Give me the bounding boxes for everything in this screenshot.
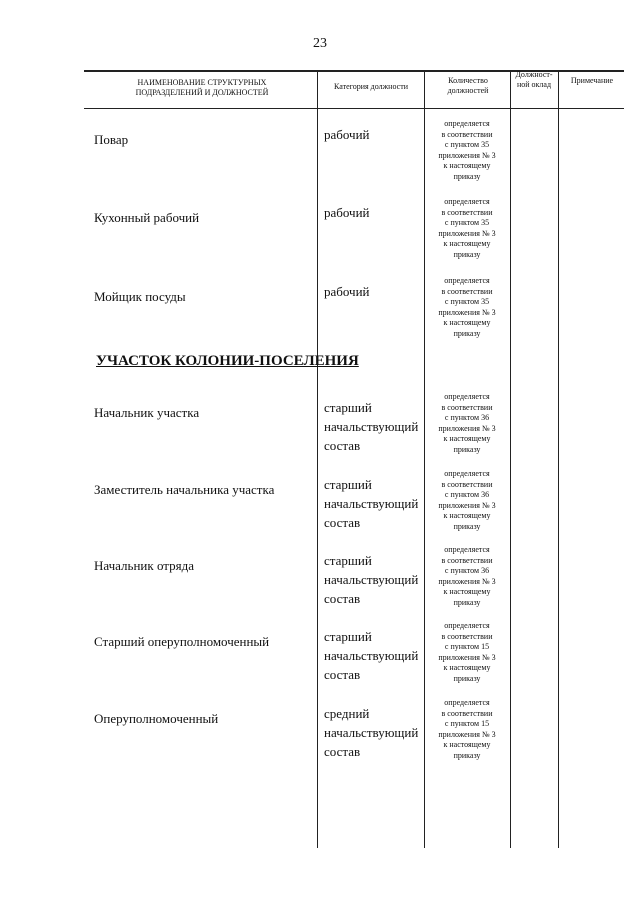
row-quantity-line: в соответствии — [441, 708, 493, 718]
row-category-line: начальствующий — [324, 496, 419, 511]
row-quantity — [424, 545, 510, 608]
row-quantity-line: определяется — [444, 469, 490, 478]
row-quantity — [424, 621, 510, 684]
row-quantity-line: к настоящему — [443, 587, 491, 596]
row-quantity-line: приказу — [453, 171, 481, 181]
row-quantity-line: приказу — [453, 328, 481, 338]
row-category-line: начальствующий — [324, 648, 419, 663]
row-quantity-line: в соответствии — [441, 286, 493, 296]
section-title: УЧАСТОК КОЛОНИИ-ПОСЕЛЕНИЯ — [96, 353, 359, 369]
row-category — [324, 627, 418, 684]
row-quantity-line: приложения № 3 — [438, 228, 496, 238]
row-quantity-line: определяется — [444, 119, 490, 128]
row-category — [324, 551, 418, 608]
row-name: Повар — [94, 132, 129, 147]
row-category-line: состав — [324, 667, 361, 682]
row-category-line: состав — [324, 591, 361, 606]
row-category — [324, 704, 418, 761]
row-quantity — [424, 276, 510, 339]
row-quantity-line: в соответствии — [441, 207, 493, 217]
row-category-line: состав — [324, 438, 361, 453]
row-quantity — [424, 119, 510, 182]
row-category-line: начальствующий — [324, 725, 419, 740]
row-quantity-line: в соответствии — [441, 129, 493, 139]
header-note: Примечание — [570, 76, 614, 85]
header-quantity: Количество должностей — [447, 76, 489, 95]
row-quantity-line: с пунктом 35 — [444, 218, 490, 227]
row-quantity-line: приложения № 3 — [438, 150, 496, 160]
row-category — [324, 398, 418, 455]
row-name: Старший оперуполномоченный — [94, 634, 270, 649]
row-quantity-line: с пунктом 36 — [444, 413, 490, 422]
row-quantity-line: к настоящему — [443, 663, 491, 672]
row-category — [324, 125, 370, 144]
row-quantity-line: к настоящему — [443, 161, 491, 170]
row-name: Мойщик посуды — [94, 289, 186, 304]
row-quantity-line: приказу — [453, 444, 481, 454]
row-quantity-line: определяется — [444, 698, 490, 707]
row-quantity-line: в соответствии — [441, 402, 493, 412]
row-quantity-line: определяется — [444, 545, 490, 554]
row-name: Заместитель начальника участка — [94, 482, 275, 497]
row-category-line: рабочий — [324, 284, 370, 299]
row-quantity-line: определяется — [444, 392, 490, 401]
row-category-line: состав — [324, 744, 361, 759]
row-quantity-line: к настоящему — [443, 318, 491, 327]
row-name: Начальник отряда — [94, 558, 194, 573]
row-quantity-line: приложения № 3 — [438, 307, 496, 317]
header-salary: Должност-ной оклад — [515, 70, 553, 89]
row-quantity-line: приказу — [453, 521, 481, 531]
row-quantity — [424, 392, 510, 455]
row-name: Начальник участка — [94, 405, 200, 420]
header-category: Категория должности — [334, 82, 408, 91]
row-quantity — [424, 469, 510, 532]
row-quantity-line: приказу — [453, 673, 481, 683]
row-quantity-line: к настоящему — [443, 239, 491, 248]
row-quantity-line: приказу — [453, 750, 481, 760]
row-quantity-line: с пунктом 15 — [444, 719, 490, 728]
row-category-line: начальствующий — [324, 572, 419, 587]
row-quantity-line: к настоящему — [443, 511, 491, 520]
row-quantity-line: приложения № 3 — [438, 500, 496, 510]
row-category-line: начальствующий — [324, 419, 419, 434]
row-name: Оперуполномоченный — [94, 711, 219, 726]
row-category-line: рабочий — [324, 127, 370, 142]
row-category — [324, 475, 418, 532]
header-bottom-border — [84, 108, 624, 109]
column-divider — [558, 70, 559, 848]
row-quantity-line: приказу — [453, 597, 481, 607]
row-quantity-line: в соответствии — [441, 555, 493, 565]
row-name: Кухонный рабочий — [94, 210, 200, 225]
header-name: НАИМЕНОВАНИЕ СТРУКТУРНЫХ ПОДРАЗДЕЛЕНИЙ И ДОЛЖНОСТЕЙ — [135, 78, 269, 97]
row-category-line: средний — [324, 706, 370, 721]
row-category — [324, 282, 370, 301]
row-quantity-line: определяется — [444, 621, 490, 630]
row-quantity-line: с пунктом 35 — [444, 297, 490, 306]
row-quantity-line: приказу — [453, 249, 481, 259]
row-category-line: старший — [324, 400, 372, 415]
row-quantity — [424, 197, 510, 260]
row-category-line: старший — [324, 629, 372, 644]
row-category-line: рабочий — [324, 205, 370, 220]
row-quantity-line: с пунктом 36 — [444, 490, 490, 499]
row-quantity-line: приложения № 3 — [438, 576, 496, 586]
row-quantity — [424, 698, 510, 761]
row-quantity-line: приложения № 3 — [438, 652, 496, 662]
column-divider — [510, 70, 511, 848]
row-category-line: старший — [324, 553, 372, 568]
row-quantity-line: к настоящему — [443, 434, 491, 443]
column-divider — [317, 70, 318, 848]
row-quantity-line: с пунктом 36 — [444, 566, 490, 575]
staff-table — [84, 68, 624, 848]
row-category-line: состав — [324, 515, 361, 530]
row-quantity-line: приложения № 3 — [438, 729, 496, 739]
row-quantity-line: определяется — [444, 197, 490, 206]
row-quantity-line: к настоящему — [443, 740, 491, 749]
row-category-line: старший — [324, 477, 372, 492]
row-quantity-line: в соответствии — [441, 479, 493, 489]
row-quantity-line: в соответствии — [441, 631, 493, 641]
row-category — [324, 203, 370, 222]
row-quantity-line: приложения № 3 — [438, 423, 496, 433]
page-number: 23 — [313, 36, 327, 51]
row-quantity-line: определяется — [444, 276, 490, 285]
row-quantity-line: с пунктом 15 — [444, 642, 490, 651]
row-quantity-line: с пунктом 35 — [444, 140, 490, 149]
